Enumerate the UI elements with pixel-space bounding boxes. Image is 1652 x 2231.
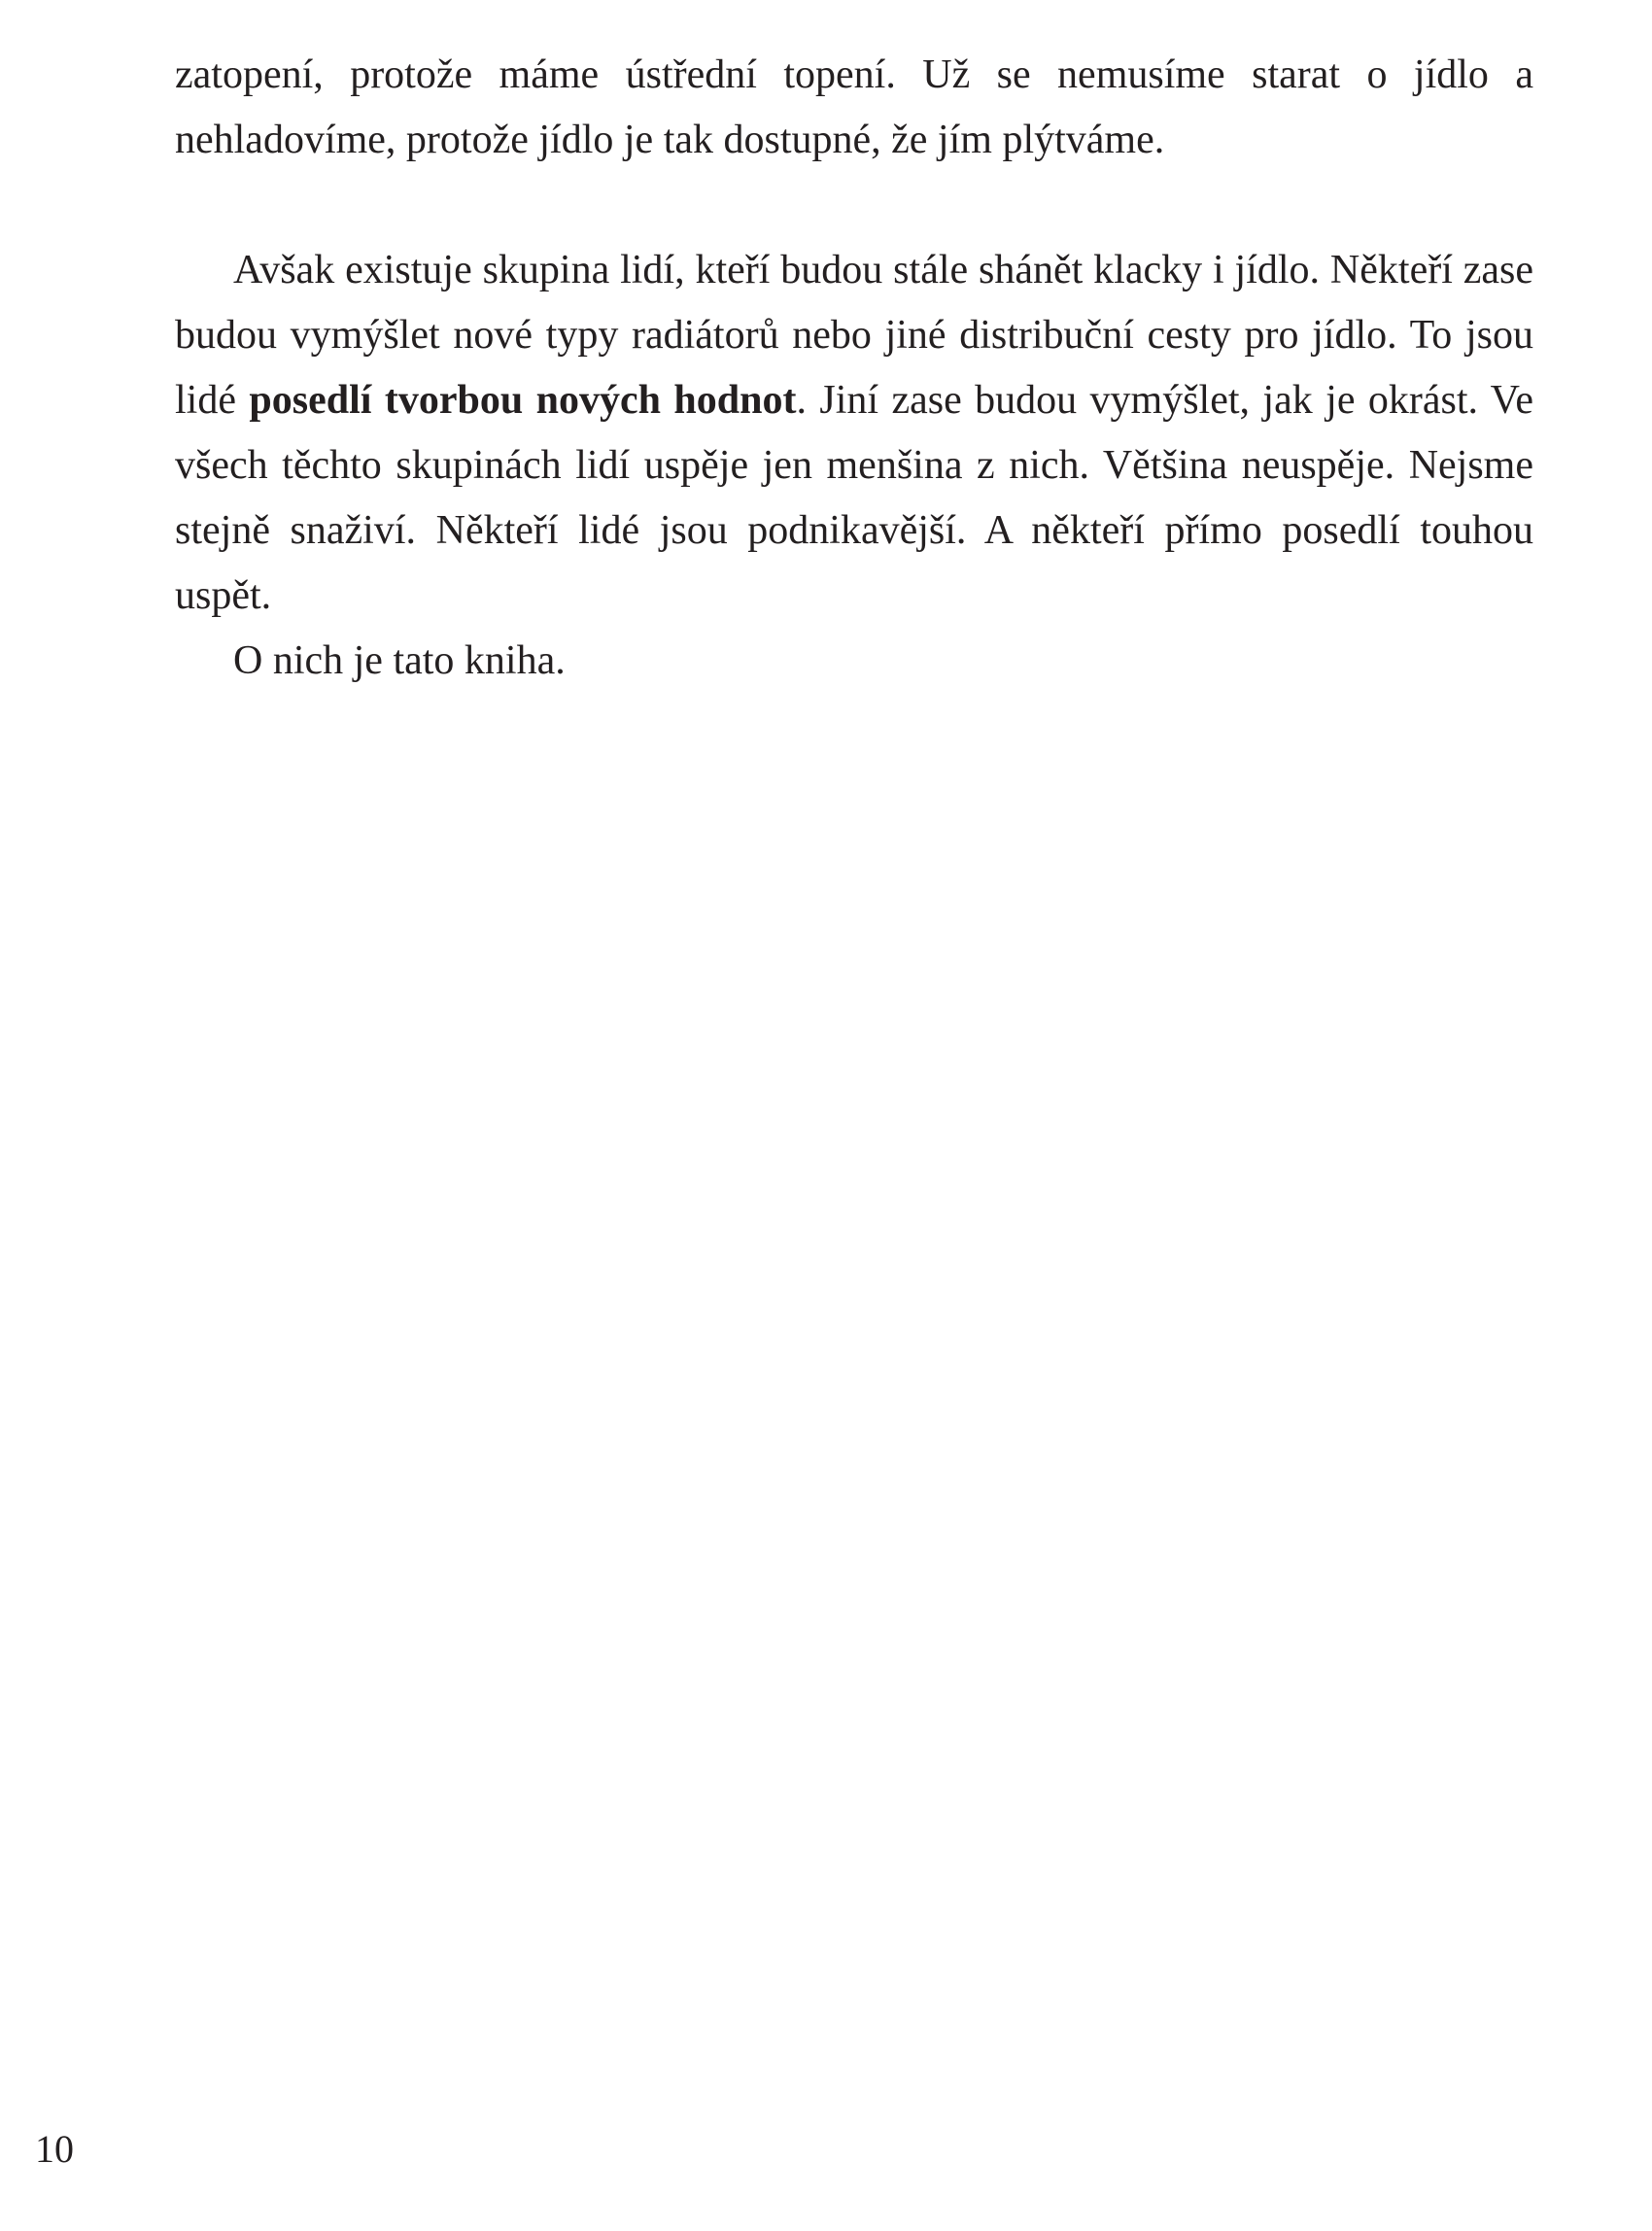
paragraph-1: zatopení, protože máme ústřední topení. Už se nemusíme starat o jídlo a nehladovíme, protože jídlo je tak dostupné, že jím plýtváme. — [175, 52, 1533, 162]
paragraph-2-text-end: . Jiní zase budou vymýšlet, jak je okrást. Ve všech těchto skupinách lidí uspěje jen menšina z nich. Většina neuspěje. Nejsme stejně snaživí. Někteří lidé jsou podnikavější. A někteří přímo posedlí touhou uspět. — [175, 378, 1533, 618]
paragraph-2 — [175, 238, 1533, 629]
page-number: 10 — [35, 2127, 74, 2171]
paragraph-2-text-start: Avšak existuje skupina lidí, kteří budou stále shánět klacky i jídlo. Někteří zase budou vymýšlet nové typy radiátorů nebo jiné distribuční cesty pro jídlo. To jsou lidé — [175, 248, 1533, 423]
paragraph-2-bold-phrase: posedlí tvorbou nových hodnot — [249, 378, 797, 423]
body-text — [175, 43, 1533, 694]
paragraph-3: O nich je tato kniha. — [233, 638, 566, 683]
